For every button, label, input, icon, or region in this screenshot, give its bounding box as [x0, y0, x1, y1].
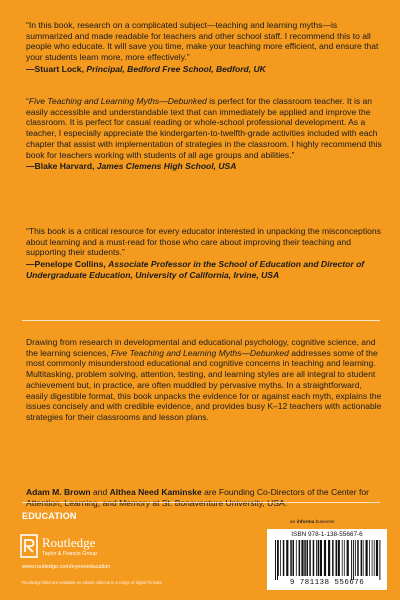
- barcode-bar: [301, 540, 303, 576]
- quote-attribution: [26, 161, 382, 172]
- quote-author: —Penelope Collins,: [26, 259, 106, 270]
- barcode-bar: [280, 540, 281, 576]
- barcode-bar: [299, 540, 301, 576]
- barcode-bar: [313, 540, 315, 576]
- author-bio-text: are Founding Co-Directors of the Center for: [204, 487, 369, 497]
- description-intro: Drawing from research in developmental and educational psychology, cognitive science, and the learning sciences,: [26, 337, 376, 358]
- barcode-guard-bar: [275, 540, 276, 580]
- subject-category: EDUCATION: [22, 511, 77, 521]
- barcode-digits: 9 781138 556676: [289, 579, 365, 587]
- barcode-bar: [293, 540, 295, 576]
- barcode-bar: [318, 540, 320, 576]
- barcode-bar: [347, 540, 349, 576]
- divider-rule: [22, 320, 380, 321]
- quote-text: “In this book, research on a complicated subject—teaching and learning myths—is summarized and made readable for teachers and other school staff. I recommend this to all people who educate. It will save you time, make your teaching more efficient, and ensure that your students learn more, more effectively.”: [26, 20, 379, 63]
- description-body: addresses some of the most commonly misunderstood educational and cognitive concerns in teaching and learning. Multitasking, problem solving, attention, testing, and learning styles are all integral to student achievement but, in practice, are often muddled by pervasive myths. In a straightforward, easily digestible format, this book unpacks the evidence for or against each myth, explains the issues concisely and with credible evidence, and provides busy K–12 teachers with actionable strategies for their classrooms and lesson plans.: [26, 347, 382, 422]
- routledge-logo-icon: [20, 534, 38, 558]
- barcode-bar: [290, 540, 292, 576]
- isbn-number: ISBN 978-1-138-55667-6: [291, 531, 363, 538]
- endorsement-quote-3: [26, 226, 382, 281]
- quote-author: —Stuart Lock,: [26, 63, 84, 74]
- barcode-bar: [296, 540, 297, 576]
- barcode-bar: [336, 540, 338, 576]
- barcode-bar: [283, 540, 285, 576]
- informa-business-label: [290, 520, 335, 525]
- barcode-guard-bar: [351, 540, 352, 580]
- endorsement-quote-1: [26, 20, 382, 75]
- barcode-bar: [355, 540, 356, 576]
- barcode-bar: [316, 540, 317, 576]
- barcode-guard-bar: [277, 540, 278, 580]
- barcode-icon: [273, 540, 381, 580]
- publisher-logo: [20, 534, 150, 564]
- quote-text: [26, 96, 382, 160]
- author-joiner: and: [90, 487, 110, 497]
- ebook-availability-note: Routledge titles are available as eBook editions in a range of digital formats: [22, 580, 162, 585]
- publisher-group: Taylor & Francis Group: [42, 551, 98, 557]
- informa-suffix: business: [314, 520, 335, 525]
- barcode-bar: [328, 540, 330, 576]
- barcode-bar: [332, 540, 334, 576]
- isbn-barcode-block: [267, 529, 387, 590]
- barcode-bar: [374, 540, 375, 576]
- barcode-bar: [363, 540, 364, 576]
- quote-author: —Blake Harvard,: [26, 161, 95, 172]
- publisher-name: Routledge: [42, 535, 96, 550]
- barcode-bar: [338, 540, 340, 576]
- author-bio: [26, 487, 382, 508]
- quote-affiliation: Associate Professor in the School of Education and Director of Undergraduate Education, University of California, Irvine, USA: [26, 259, 365, 280]
- endorsement-quote-2: [26, 96, 382, 172]
- barcode-bar: [304, 540, 306, 576]
- barcode-bar: [344, 540, 345, 576]
- barcode-bar: [366, 540, 368, 576]
- quote-body: is perfect for the classroom teacher. It is an easily accessible and understandable text that can immediately be applied and improve the classroom. It is perfect for casual reading or whole-school professional development. As a teacher, I especially appreciate the kindergarten-to-twelfth-grade activities included with each chapter that assist with implementation of strategies in the classroom. I highly recommend this book for teachers working with students of all age groups and abilities.”: [26, 96, 382, 160]
- quote-affiliation: James Clemens High School, USA: [96, 161, 237, 172]
- barcode-bar: [307, 540, 309, 576]
- book-description: [26, 337, 382, 423]
- quote-text: “This book is a critical resource for every educator interested in unpacking the misconceptions about learning and a must-read for those who care about improving their teaching and supporting their students.”: [26, 226, 381, 258]
- barcode-bar: [369, 540, 370, 576]
- barcode-bar: [376, 540, 378, 576]
- quote-attribution: [26, 259, 382, 280]
- barcode-guard-bar: [379, 540, 380, 580]
- informa-brand: informa: [296, 520, 315, 525]
- quote-affiliation: Principal, Bedford Free School, Bedford, UK: [86, 63, 266, 74]
- barcode-bar: [357, 540, 359, 576]
- barcode-bar: [324, 540, 326, 576]
- barcode-guard-bar: [353, 540, 354, 580]
- footer-divider: [22, 502, 380, 503]
- quote-attribution: [26, 64, 382, 75]
- barcode-bar: [320, 540, 322, 576]
- book-title-italic: Five Teaching and Learning Myths—Debunked: [28, 96, 207, 106]
- book-title-italic: Five Teaching and Learning Myths—Debunked: [111, 347, 289, 358]
- barcode-bar: [342, 540, 343, 576]
- informa-prefix: an: [290, 520, 297, 525]
- barcode-bar: [309, 540, 311, 576]
- quote-open-mark: “: [26, 96, 29, 106]
- author-name-2: Althea Need Kaminske: [109, 487, 202, 497]
- publisher-website: www.routledge.com/eyeoneducation: [22, 564, 111, 570]
- barcode-bar: [278, 540, 279, 576]
- barcode-bar: [361, 540, 363, 576]
- barcode-bar: [286, 540, 288, 576]
- barcode-bar: [372, 540, 373, 576]
- author-name-1: Adam M. Brown: [26, 487, 91, 497]
